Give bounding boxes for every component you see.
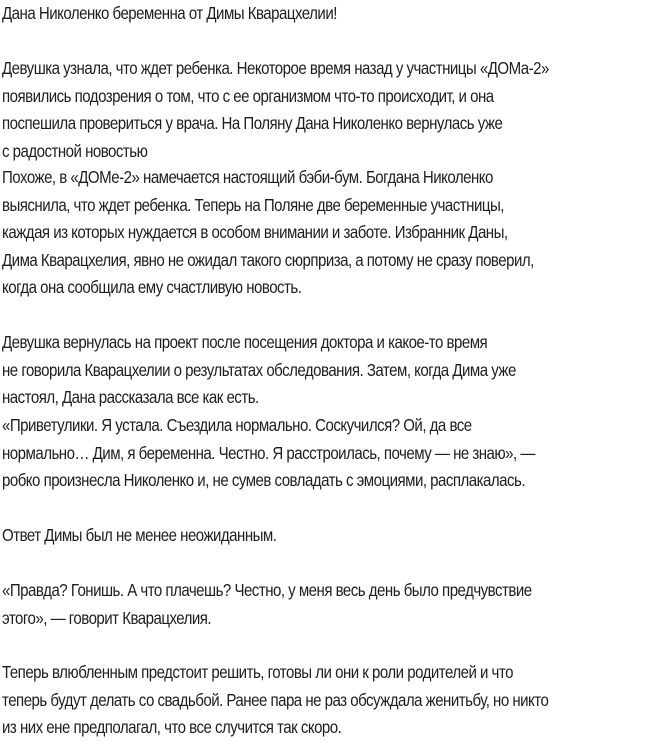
text-line: Похоже, в «ДОМе-2» намечается настоящий бэби-бум. Богдана Николенко xyxy=(2,167,493,187)
text-line: выяснила, что ждет ребенка. Теперь на Поляне две беременные участницы, xyxy=(2,194,504,215)
paragraph-3 xyxy=(2,329,516,412)
title-text: Дана Николенко беременна от Димы Кварацхелии! xyxy=(2,3,337,23)
text-line: настоял, Дана рассказала все как есть. xyxy=(2,387,259,407)
text-line: Теперь влюбленным предстоит решить, готовы ли они к роли родителей и что xyxy=(2,662,513,682)
text-line: робко произнесла Николенко и, не сумев совладать с эмоциями, расплакалась. xyxy=(2,470,526,490)
paragraph-4-quote xyxy=(2,412,535,495)
article-title xyxy=(2,0,337,28)
text-line: «Правда? Гонишь. А что плачешь? Честно, у меня весь день было предчувствие xyxy=(2,580,532,600)
text-line: этого», — говорит Кварацхелия. xyxy=(2,607,212,628)
paragraph-6-quote xyxy=(2,577,532,632)
text-line: не говорила Кварацхелии о результатах обследования. Затем, когда Дима уже xyxy=(2,359,516,380)
text-line: Девушка узнала, что ждет ребенка. Некоторое время назад у участницы «ДОМа-2» xyxy=(2,58,549,78)
text-line: поспешила провериться у врача. На Поляну Дана Николенко вернулась уже xyxy=(2,113,503,133)
text-line: Дима Кварацхелия, явно не ожидал такого сюрприза, а потому не сразу поверил, xyxy=(2,249,534,270)
text-line: из них ене предполагал, что все случится так скоро. xyxy=(2,717,342,737)
paragraph-1 xyxy=(2,55,549,165)
text-line: «Приветулики. Я устала. Съездила нормально. Соскучился? Ой, да все xyxy=(2,415,472,435)
paragraph-2 xyxy=(2,164,534,302)
text-line: Ответ Димы был не менее неожиданным. xyxy=(2,525,277,545)
text-line: появились подозрения о том, что с ее организмом что-то происходит, и она xyxy=(2,85,494,106)
paragraph-5 xyxy=(2,522,276,550)
text-line: каждая из которых нуждается в особом внимании и заботе. Избранник Даны, xyxy=(2,222,508,242)
paragraph-7 xyxy=(2,659,548,742)
text-line: с радостной новостью xyxy=(2,140,148,161)
text-line: когда она сообщила ему счастливую новость. xyxy=(2,277,302,297)
text-line: нормально… Дим, я беременна. Честно. Я расстроилась, почему — не знаю», — xyxy=(2,442,535,463)
text-line: Девушка вернулась на проект после посещения доктора и какое-то время xyxy=(2,332,488,352)
text-line: теперь будут делать со свадьбой. Ранее пара не раз обсуждала женитьбу, но никто xyxy=(2,689,549,710)
